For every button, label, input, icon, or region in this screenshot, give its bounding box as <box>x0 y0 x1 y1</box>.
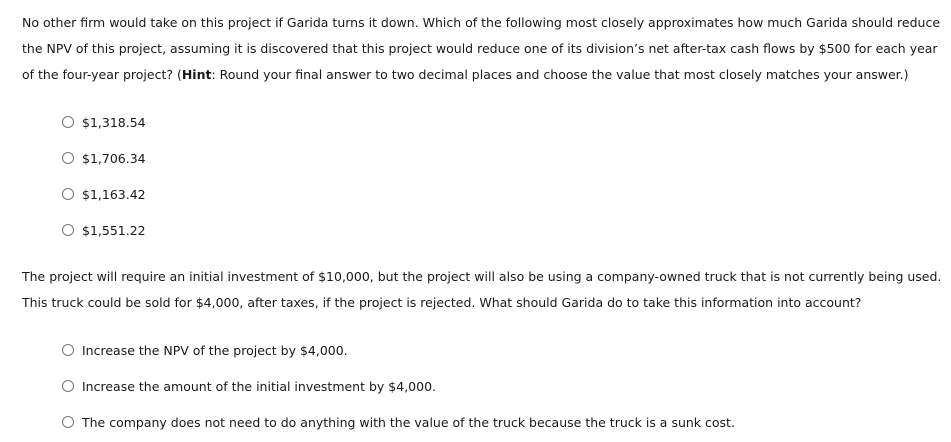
option-label: Increase the amount of the initial investment by $4,000. <box>82 378 436 394</box>
radio-button[interactable] <box>62 416 74 428</box>
question-1-option-3[interactable] <box>62 176 146 212</box>
question-1-text <box>22 10 942 88</box>
option-label: The company does not need to do anything with the value of the truck because the truck is a sunk cost. <box>82 414 735 430</box>
question-2-option-1[interactable] <box>62 332 735 368</box>
question-1-text-start: No other firm would take on this project if Garida turns it down. Which of the following most closely approximates how much Garida should reduce the NPV of this project, assuming it is discovered that this project would reduce one of its division’s net after-tax cash flows by $500 for each year of the four-year project? ( <box>22 15 941 82</box>
hint-label: Hint <box>181 67 212 82</box>
question-2-option-3[interactable] <box>62 404 735 440</box>
question-1-options <box>62 104 146 248</box>
option-label: $1,551.22 <box>82 222 146 238</box>
radio-button[interactable] <box>62 224 74 236</box>
question-1-option-2[interactable] <box>62 140 146 176</box>
question-1-option-1[interactable] <box>62 104 146 140</box>
option-label: Increase the NPV of the project by $4,000. <box>82 342 348 358</box>
question-1-option-4[interactable] <box>62 212 146 248</box>
radio-button[interactable] <box>62 380 74 392</box>
radio-button[interactable] <box>62 188 74 200</box>
question-2-text: The project will require an initial investment of $10,000, but the project will also be using a company-owned truck that is not currently being used. This truck could be sold for $4,000, after taxes, if the project is rejected. What should Garida do to take this information into account? <box>22 269 942 310</box>
question-1-text-end: : Round your final answer to two decimal places and choose the value that most closely matches your answer.) <box>211 67 909 82</box>
radio-button[interactable] <box>62 344 74 356</box>
radio-button[interactable] <box>62 116 74 128</box>
option-label: $1,706.34 <box>82 150 146 166</box>
question-2-options <box>62 332 735 440</box>
option-label: $1,163.42 <box>82 186 146 202</box>
option-label: $1,318.54 <box>82 114 146 130</box>
question-2-option-2[interactable] <box>62 368 735 404</box>
radio-button[interactable] <box>62 152 74 164</box>
